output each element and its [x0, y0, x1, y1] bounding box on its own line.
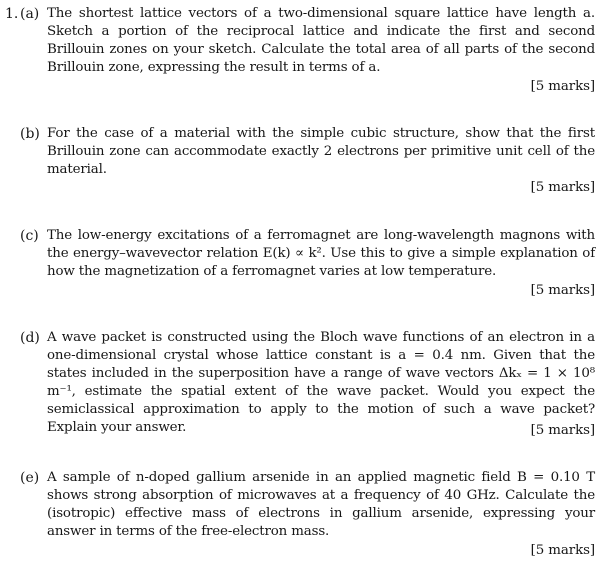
part-label: (c)	[20, 228, 39, 244]
part-text: The low-energy excitations of a ferromagnet are long-wavelength magnons with the energy–wavevector relation E(k) ∝ k². Use this to give a simple explanation of how the magnetization of a ferromagnet varies at low temperature.	[47, 228, 595, 279]
marks-label: [5 marks]	[530, 283, 595, 298]
marks-label: [5 marks]	[530, 423, 595, 438]
question-number: 1.	[5, 6, 19, 22]
part-label: (a)	[20, 6, 40, 22]
part-text: The shortest lattice vectors of a two-dimensional square lattice have length a. Sketch a portion of the reciprocal lattice and indicate the first and second Brillouin zones on your sketch. Calculate the total area of all parts of the second Brillouin zone, expressing the result in terms of a.	[47, 6, 595, 75]
part-label: (b)	[20, 126, 40, 142]
question-part-e	[20, 469, 595, 558]
part-text: A wave packet is constructed using the Bloch wave functions of an electron in a one-dimensional crystal whose lattice constant is a = 0.4 nm. Given that the states included in the superposition have a range of wave vectors Δkₓ = 1 × 10⁸ m⁻¹, estimate the spatial extent of the wave packet. Would you expect the semiclassical approximation to apply to the motion of such a wave packet? Explain your answer.	[47, 330, 595, 435]
marks-label: [5 marks]	[530, 543, 595, 558]
part-label: (e)	[20, 470, 40, 486]
question-part-d	[20, 329, 595, 437]
part-label: (d)	[20, 330, 40, 346]
question-part-c	[20, 227, 595, 298]
marks-label: [5 marks]	[530, 180, 595, 195]
part-text: For the case of a material with the simple cubic structure, show that the first Brillouin zone can accommodate exactly 2 electrons per primitive unit cell of the material.	[47, 126, 595, 177]
question-part-a	[20, 5, 595, 94]
marks-label: [5 marks]	[530, 79, 595, 94]
part-text: A sample of n-doped gallium arsenide in an applied magnetic field B = 0.10 T shows strong absorption of microwaves at a frequency of 40 GHz. Calculate the (isotropic) effective mass of electrons in gallium arsenide, expressing your answer in terms of the free-electron mass.	[47, 470, 595, 539]
question-part-b	[20, 125, 595, 195]
